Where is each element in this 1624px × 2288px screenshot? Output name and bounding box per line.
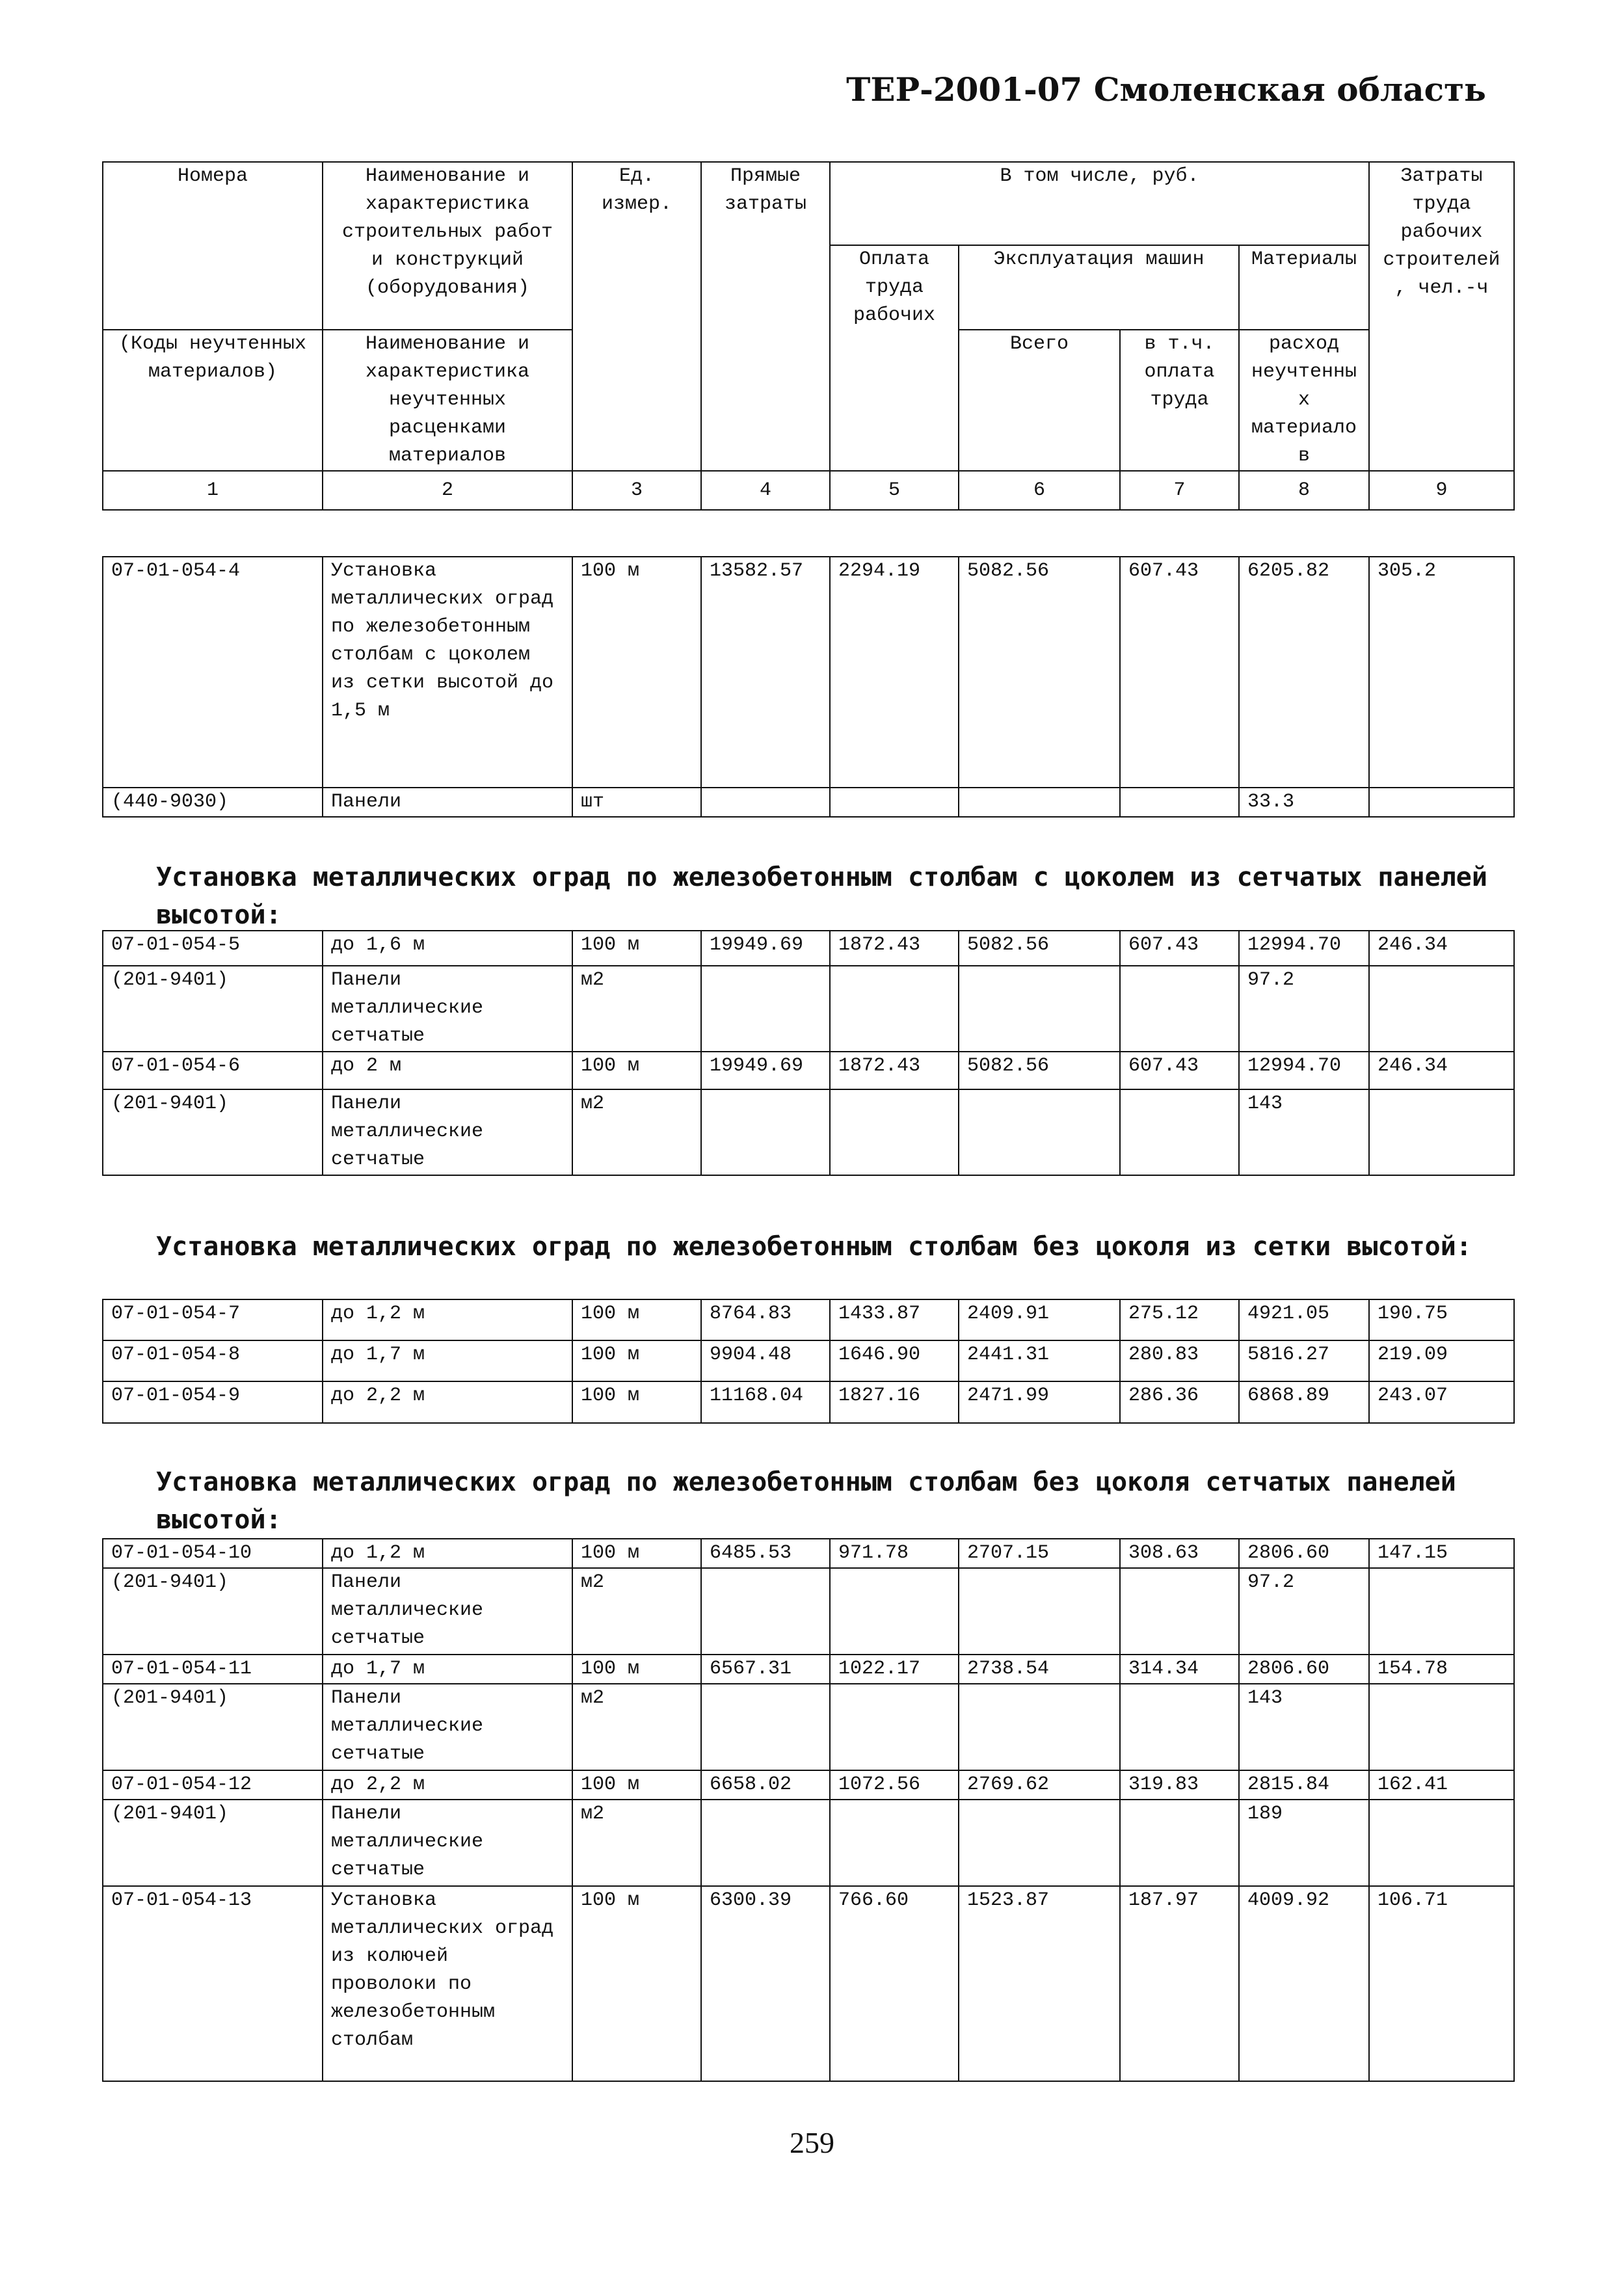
materials-cell: 6205.82 <box>1239 557 1369 788</box>
header-material-codes: (Коды неучтенных материалов) <box>103 330 323 471</box>
labor-hours-cell: 147.15 <box>1369 1539 1514 1568</box>
rate-code: 07-01-054-5 <box>103 931 323 966</box>
machines-labor-cell: 607.43 <box>1120 931 1239 966</box>
rates-table-4 <box>102 1538 1515 2082</box>
work-name: Установка металлических оград из колючей проволоки по железобетонным столбам <box>323 1886 572 2081</box>
labor-pay-cell: 1827.16 <box>830 1381 959 1423</box>
header-labor-hours: Затраты труда рабочих строителей, чел.-ч <box>1369 162 1514 471</box>
work-name: Панели металлические сетчатые <box>323 1800 572 1886</box>
direct-costs-cell <box>701 788 830 817</box>
rate-code: (201-9401) <box>103 1089 323 1175</box>
direct-costs-cell <box>701 1684 830 1770</box>
header-machines: Эксплуатация машин <box>959 245 1239 330</box>
direct-costs-cell <box>701 966 830 1052</box>
materials-cell: 143 <box>1239 1684 1369 1770</box>
rate-code: 07-01-054-4 <box>103 557 323 788</box>
labor-hours-cell <box>1369 966 1514 1052</box>
labor-hours-cell <box>1369 788 1514 817</box>
header-materials: Материалы <box>1239 245 1369 330</box>
table-row <box>103 1684 1514 1770</box>
machines-cell: 5082.56 <box>959 1052 1120 1089</box>
direct-costs-cell: 6658.02 <box>701 1770 830 1800</box>
work-name: до 1,2 м <box>323 1299 572 1340</box>
rate-code: (440-9030) <box>103 788 323 817</box>
unit-cell: 100 м <box>572 1052 701 1089</box>
unit-cell: м2 <box>572 1568 701 1655</box>
materials-cell: 4921.05 <box>1239 1299 1369 1340</box>
work-name: Панели металлические сетчатые <box>323 1684 572 1770</box>
labor-hours-cell: 246.34 <box>1369 1052 1514 1089</box>
work-name: Установка металлических оград по железобетонным столбам с цоколем из сетки высотой до 1,5 м <box>323 557 572 788</box>
unit-cell: м2 <box>572 1089 701 1175</box>
materials-cell: 33.3 <box>1239 788 1369 817</box>
table-row <box>103 1800 1514 1886</box>
machines-labor-cell <box>1120 1684 1239 1770</box>
labor-hours-cell: 219.09 <box>1369 1340 1514 1381</box>
section-title: Установка металлических оград по железобетонным столбам без цоколя из сетки высотой: <box>156 1232 1472 1262</box>
work-name: до 1,7 м <box>323 1340 572 1381</box>
header-table <box>102 161 1515 511</box>
rates-table-1 <box>102 556 1515 818</box>
table-row <box>103 966 1514 1052</box>
labor-hours-cell: 246.34 <box>1369 931 1514 966</box>
machines-cell: 2738.54 <box>959 1655 1120 1684</box>
materials-cell: 97.2 <box>1239 966 1369 1052</box>
page-number: 259 <box>790 2126 834 2159</box>
header-material-names: Наименование и характеристика неучтенных расценками материалов <box>323 330 572 471</box>
machines-labor-cell: 314.34 <box>1120 1655 1239 1684</box>
machines-cell: 1523.87 <box>959 1886 1120 2081</box>
rate-code: 07-01-054-8 <box>103 1340 323 1381</box>
table-row <box>103 931 1514 966</box>
unit-cell: м2 <box>572 1684 701 1770</box>
materials-cell: 4009.92 <box>1239 1886 1369 2081</box>
labor-pay-cell: 1433.87 <box>830 1299 959 1340</box>
machines-labor-cell <box>1120 1089 1239 1175</box>
labor-pay-cell: 1872.43 <box>830 1052 959 1089</box>
materials-cell: 189 <box>1239 1800 1369 1886</box>
unit-cell: 100 м <box>572 1770 701 1800</box>
materials-cell: 12994.70 <box>1239 931 1369 966</box>
machines-cell <box>959 1800 1120 1886</box>
rate-code: 07-01-054-13 <box>103 1886 323 2081</box>
work-name: до 2 м <box>323 1052 572 1089</box>
section-title: Установка металлических оград по железобетонным столбам без цоколя сетчатых панелей высотой: <box>156 1467 1456 1535</box>
machines-cell: 2409.91 <box>959 1299 1120 1340</box>
header-numbers: Номера <box>103 162 323 330</box>
table-row <box>103 1770 1514 1800</box>
materials-cell: 5816.27 <box>1239 1340 1369 1381</box>
labor-pay-cell <box>830 1089 959 1175</box>
materials-cell: 143 <box>1239 1089 1369 1175</box>
header-col-number: 3 <box>572 471 701 510</box>
header-col-number: 9 <box>1369 471 1514 510</box>
machines-cell: 5082.56 <box>959 557 1120 788</box>
labor-pay-cell: 1022.17 <box>830 1655 959 1684</box>
unit-cell: м2 <box>572 1800 701 1886</box>
labor-hours-cell <box>1369 1684 1514 1770</box>
unit-cell: 100 м <box>572 1381 701 1423</box>
labor-hours-cell: 305.2 <box>1369 557 1514 788</box>
work-name: до 1,2 м <box>323 1539 572 1568</box>
labor-pay-cell: 971.78 <box>830 1539 959 1568</box>
machines-labor-cell: 319.83 <box>1120 1770 1239 1800</box>
direct-costs-cell: 13582.57 <box>701 557 830 788</box>
machines-labor-cell: 280.83 <box>1120 1340 1239 1381</box>
direct-costs-cell: 8764.83 <box>701 1299 830 1340</box>
rate-code: (201-9401) <box>103 1568 323 1655</box>
work-name: до 1,6 м <box>323 931 572 966</box>
table-row <box>103 557 1514 788</box>
rate-code: 07-01-054-10 <box>103 1539 323 1568</box>
rate-code: 07-01-054-6 <box>103 1052 323 1089</box>
rate-code: 07-01-054-12 <box>103 1770 323 1800</box>
labor-pay-cell: 1072.56 <box>830 1770 959 1800</box>
header-col-number: 6 <box>959 471 1120 510</box>
machines-cell: 2769.62 <box>959 1770 1120 1800</box>
labor-pay-cell <box>830 1684 959 1770</box>
table-row <box>103 1340 1514 1381</box>
labor-hours-cell <box>1369 1089 1514 1175</box>
direct-costs-cell: 6485.53 <box>701 1539 830 1568</box>
machines-cell: 2441.31 <box>959 1340 1120 1381</box>
section-title: Установка металлических оград по железобетонным столбам с цоколем из сетчатых панелей высотой: <box>156 862 1487 930</box>
machines-labor-cell: 286.36 <box>1120 1381 1239 1423</box>
direct-costs-cell: 9904.48 <box>701 1340 830 1381</box>
table-row <box>103 1886 1514 2081</box>
unit-cell: 100 м <box>572 1340 701 1381</box>
machines-cell <box>959 1089 1120 1175</box>
work-name: до 2,2 м <box>323 1381 572 1423</box>
materials-cell: 97.2 <box>1239 1568 1369 1655</box>
labor-pay-cell <box>830 1800 959 1886</box>
work-name: Панели металлические сетчатые <box>323 966 572 1052</box>
rates-table-2 <box>102 930 1515 1176</box>
rate-code: 07-01-054-9 <box>103 1381 323 1423</box>
unit-cell: 100 м <box>572 1539 701 1568</box>
machines-labor-cell <box>1120 966 1239 1052</box>
unit-cell: 100 м <box>572 557 701 788</box>
labor-hours-cell: 106.71 <box>1369 1886 1514 2081</box>
rate-code: (201-9401) <box>103 1684 323 1770</box>
unit-cell: шт <box>572 788 701 817</box>
machines-labor-cell: 308.63 <box>1120 1539 1239 1568</box>
rate-code: 07-01-054-7 <box>103 1299 323 1340</box>
table-row <box>103 788 1514 817</box>
header-col-number: 7 <box>1120 471 1239 510</box>
labor-hours-cell: 243.07 <box>1369 1381 1514 1423</box>
work-name: Панели металлические сетчатые <box>323 1568 572 1655</box>
machines-cell: 2707.15 <box>959 1539 1120 1568</box>
machines-labor-cell <box>1120 788 1239 817</box>
header-machines-total: Всего <box>959 330 1120 471</box>
unit-cell: 100 м <box>572 1655 701 1684</box>
unit-cell: 100 м <box>572 1886 701 2081</box>
table-row <box>103 1299 1514 1340</box>
labor-pay-cell <box>830 1568 959 1655</box>
materials-cell: 12994.70 <box>1239 1052 1369 1089</box>
table-row <box>103 1381 1514 1423</box>
table-row <box>103 1568 1514 1655</box>
labor-hours-cell: 162.41 <box>1369 1770 1514 1800</box>
header-unit: Ед. измер. <box>572 162 701 471</box>
machines-labor-cell: 187.97 <box>1120 1886 1239 2081</box>
direct-costs-cell <box>701 1568 830 1655</box>
machines-cell: 2471.99 <box>959 1381 1120 1423</box>
materials-cell: 2806.60 <box>1239 1655 1369 1684</box>
header-labor-pay: Оплата труда рабочих <box>830 245 959 471</box>
direct-costs-cell: 19949.69 <box>701 931 830 966</box>
machines-cell <box>959 1684 1120 1770</box>
materials-cell: 2806.60 <box>1239 1539 1369 1568</box>
machines-cell <box>959 966 1120 1052</box>
labor-hours-cell <box>1369 1568 1514 1655</box>
header-name: Наименование и характеристика строительных работ и конструкций (оборудования) <box>323 162 572 330</box>
header-machines-labor: в т.ч. оплата труда <box>1120 330 1239 471</box>
header-material-consumption: расход неучтенных материалов <box>1239 330 1369 471</box>
labor-pay-cell: 2294.19 <box>830 557 959 788</box>
work-name: Панели <box>323 788 572 817</box>
page-header: ТЕР-2001-07 Смоленская область <box>846 70 1486 109</box>
work-name: до 1,7 м <box>323 1655 572 1684</box>
machines-cell <box>959 788 1120 817</box>
machines-labor-cell: 607.43 <box>1120 557 1239 788</box>
direct-costs-cell: 6567.31 <box>701 1655 830 1684</box>
machines-labor-cell <box>1120 1800 1239 1886</box>
rates-table-3 <box>102 1299 1515 1424</box>
header-group: В том числе, руб. <box>830 162 1369 245</box>
machines-labor-cell: 607.43 <box>1120 1052 1239 1089</box>
work-name: Панели металлические сетчатые <box>323 1089 572 1175</box>
labor-pay-cell <box>830 966 959 1052</box>
rate-code: 07-01-054-11 <box>103 1655 323 1684</box>
labor-hours-cell: 154.78 <box>1369 1655 1514 1684</box>
rate-code: (201-9401) <box>103 1800 323 1886</box>
direct-costs-cell: 11168.04 <box>701 1381 830 1423</box>
rate-code: (201-9401) <box>103 966 323 1052</box>
direct-costs-cell: 19949.69 <box>701 1052 830 1089</box>
table-row <box>103 1052 1514 1089</box>
direct-costs-cell <box>701 1800 830 1886</box>
unit-cell: 100 м <box>572 931 701 966</box>
labor-pay-cell: 766.60 <box>830 1886 959 2081</box>
labor-pay-cell: 1646.90 <box>830 1340 959 1381</box>
labor-hours-cell <box>1369 1800 1514 1886</box>
header-col-number: 1 <box>103 471 323 510</box>
table-row <box>103 1655 1514 1684</box>
direct-costs-cell: 6300.39 <box>701 1886 830 2081</box>
labor-pay-cell: 1872.43 <box>830 931 959 966</box>
materials-cell: 6868.89 <box>1239 1381 1369 1423</box>
unit-cell: 100 м <box>572 1299 701 1340</box>
machines-labor-cell: 275.12 <box>1120 1299 1239 1340</box>
labor-hours-cell: 190.75 <box>1369 1299 1514 1340</box>
labor-pay-cell <box>830 788 959 817</box>
machines-labor-cell <box>1120 1568 1239 1655</box>
materials-cell: 2815.84 <box>1239 1770 1369 1800</box>
machines-cell <box>959 1568 1120 1655</box>
header-col-number: 4 <box>701 471 830 510</box>
table-row <box>103 1089 1514 1175</box>
direct-costs-cell <box>701 1089 830 1175</box>
header-col-number: 8 <box>1239 471 1369 510</box>
unit-cell: м2 <box>572 966 701 1052</box>
table-row <box>103 1539 1514 1568</box>
work-name: до 2,2 м <box>323 1770 572 1800</box>
machines-cell: 5082.56 <box>959 931 1120 966</box>
header-direct-costs: Прямые затраты <box>701 162 830 471</box>
header-col-number: 5 <box>830 471 959 510</box>
header-col-number: 2 <box>323 471 572 510</box>
